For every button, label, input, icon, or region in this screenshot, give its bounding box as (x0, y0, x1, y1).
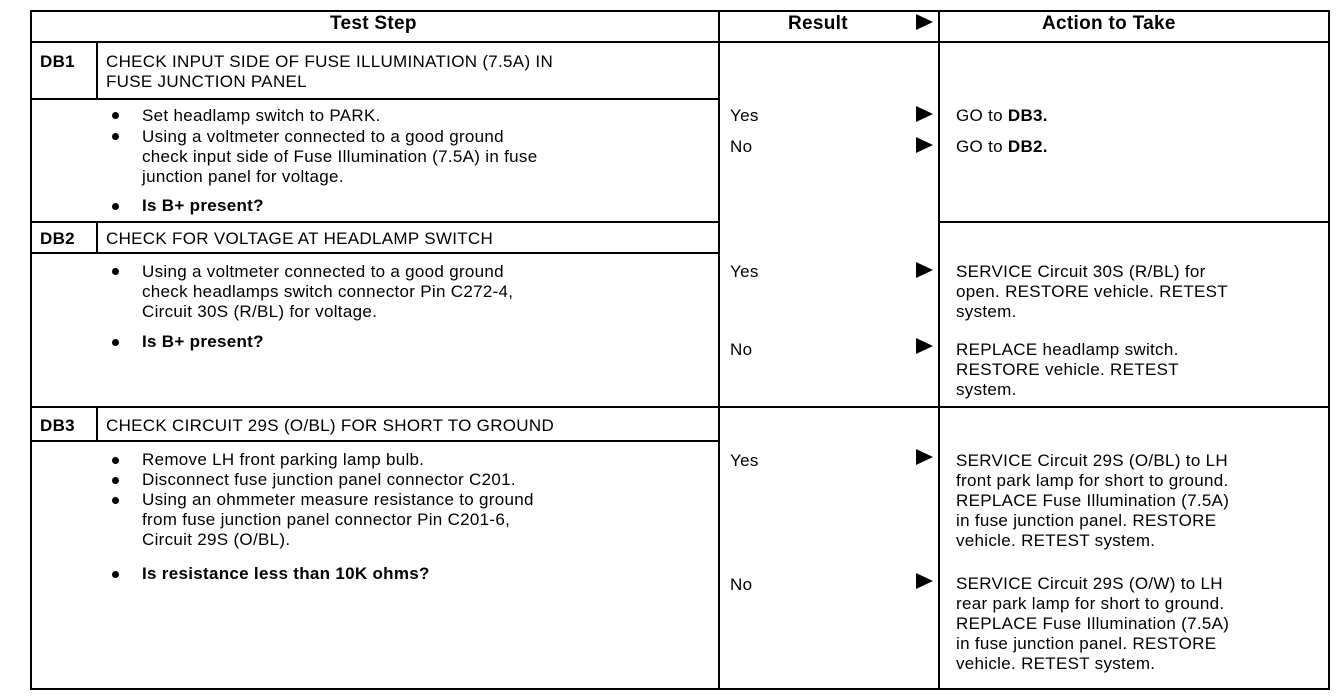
db2-top-border (30, 221, 720, 223)
bullet-text-question (142, 332, 264, 352)
bullet-text (142, 450, 424, 470)
result-arrow-icon (916, 338, 933, 354)
result-arrow-icon (916, 137, 933, 153)
action-text (956, 340, 1179, 400)
bullet-line: check headlamps switch connector Pin C272-4, (142, 282, 514, 301)
table-left-border (30, 10, 32, 690)
result-yes: Yes (730, 451, 759, 470)
bullet-icon (112, 268, 119, 275)
bullet-text-question (142, 564, 430, 584)
step-title-db1 (106, 52, 553, 92)
result-no: No (730, 340, 753, 359)
result-arrow-icon (916, 449, 933, 465)
action-line: REPLACE Fuse Illumination (7.5A) (956, 491, 1230, 510)
bullet-text (142, 470, 516, 490)
action-line: SERVICE Circuit 30S (R/BL) for (956, 262, 1206, 281)
bullet-icon (112, 457, 119, 464)
action-line: RESTORE vehicle. RETEST (956, 360, 1179, 379)
bullet-line: Circuit 29S (O/BL). (142, 530, 291, 549)
result-no: No (730, 137, 753, 156)
bullet-text (142, 490, 534, 550)
table-right-border (1328, 10, 1330, 690)
action-line: REPLACE headlamp switch. (956, 340, 1179, 359)
result-column-divider (718, 10, 720, 690)
bullet-text (142, 106, 381, 126)
header-test-step: Test Step (330, 13, 417, 34)
step-title-line: FUSE JUNCTION PANEL (106, 72, 307, 91)
action-text (956, 106, 1048, 126)
step-id-db1: DB1 (40, 52, 75, 71)
bullet-icon (112, 339, 119, 346)
action-text (956, 137, 1048, 157)
bullet-icon (112, 112, 119, 119)
result-arrow-icon (916, 106, 933, 122)
bullet-text (142, 262, 513, 322)
bullet-text (142, 127, 537, 187)
action-line: front park lamp for short to ground. (956, 471, 1229, 490)
bullet-line: Set headlamp switch to PARK. (142, 106, 381, 125)
action-line: rear park lamp for short to ground. (956, 594, 1225, 613)
bullet-line: Remove LH front parking lamp bulb. (142, 450, 425, 469)
step-title-line: CHECK FOR VOLTAGE AT HEADLAMP SWITCH (106, 229, 494, 248)
db2-title-underline (30, 252, 720, 254)
action-line: GO to DB3. (956, 106, 1048, 125)
action-line: in fuse junction panel. RESTORE (956, 511, 1217, 530)
bullet-icon (112, 133, 119, 140)
action-line: GO to DB2. (956, 137, 1048, 156)
db2-action-top-border (940, 221, 1330, 223)
bullet-icon (112, 571, 119, 578)
db2-id-divider (96, 221, 98, 254)
bullet-line: check input side of Fuse Illumination (7.5A) in fuse (142, 147, 538, 166)
db1-id-divider (96, 41, 98, 100)
action-text (956, 451, 1229, 551)
db1-title-underline (30, 98, 720, 100)
action-text (956, 262, 1228, 322)
action-line: vehicle. RETEST system. (956, 531, 1156, 550)
bullet-line: Is B+ present? (142, 196, 264, 215)
action-line: system. (956, 380, 1017, 399)
step-title-line: CHECK INPUT SIDE OF FUSE ILLUMINATION (7.5A) IN (106, 52, 554, 71)
header-action: Action to Take (1042, 13, 1176, 34)
result-no: No (730, 575, 753, 594)
result-arrow-icon (916, 262, 933, 278)
step-id-db3: DB3 (40, 416, 75, 435)
db3-id-divider (96, 406, 98, 442)
bullet-line: Using a voltmeter connected to a good ground (142, 127, 504, 146)
step-id-db2: DB2 (40, 229, 75, 248)
result-arrow-icon (916, 573, 933, 589)
bullet-line: Using a voltmeter connected to a good ground (142, 262, 504, 281)
bullet-line: junction panel for voltage. (142, 167, 344, 186)
bullet-icon (112, 203, 119, 210)
bullet-line: Disconnect fuse junction panel connector C201. (142, 470, 516, 489)
action-line: SERVICE Circuit 29S (O/BL) to LH (956, 451, 1228, 470)
bullet-icon (112, 497, 119, 504)
action-line: SERVICE Circuit 29S (O/W) to LH (956, 574, 1223, 593)
step-title-db2 (106, 229, 493, 249)
db3-top-border (30, 406, 1330, 408)
bullet-text-question (142, 196, 264, 216)
bullet-line: Is resistance less than 10K ohms? (142, 564, 430, 583)
table-top-border (30, 10, 1330, 12)
header-result: Result (788, 13, 848, 34)
table-bottom-border (30, 688, 1330, 690)
step-title-db3 (106, 416, 554, 436)
action-text (956, 574, 1229, 674)
bullet-line: from fuse junction panel connector Pin C201-6, (142, 510, 511, 529)
action-line: open. RESTORE vehicle. RETEST (956, 282, 1228, 301)
header-bottom-border (30, 41, 1330, 43)
action-column-divider (938, 10, 940, 690)
result-yes: Yes (730, 106, 759, 125)
result-yes: Yes (730, 262, 759, 281)
step-title-line: CHECK CIRCUIT 29S (O/BL) FOR SHORT TO GROUND (106, 416, 555, 435)
db3-title-underline (30, 440, 720, 442)
bullet-icon (112, 477, 119, 484)
action-line: system. (956, 302, 1017, 321)
action-line: REPLACE Fuse Illumination (7.5A) (956, 614, 1230, 633)
header-arrow-icon (916, 14, 933, 30)
bullet-line: Is B+ present? (142, 332, 264, 351)
bullet-line: Using an ohmmeter measure resistance to ground (142, 490, 534, 509)
action-line: vehicle. RETEST system. (956, 654, 1156, 673)
action-line: in fuse junction panel. RESTORE (956, 634, 1217, 653)
bullet-line: Circuit 30S (R/BL) for voltage. (142, 302, 378, 321)
